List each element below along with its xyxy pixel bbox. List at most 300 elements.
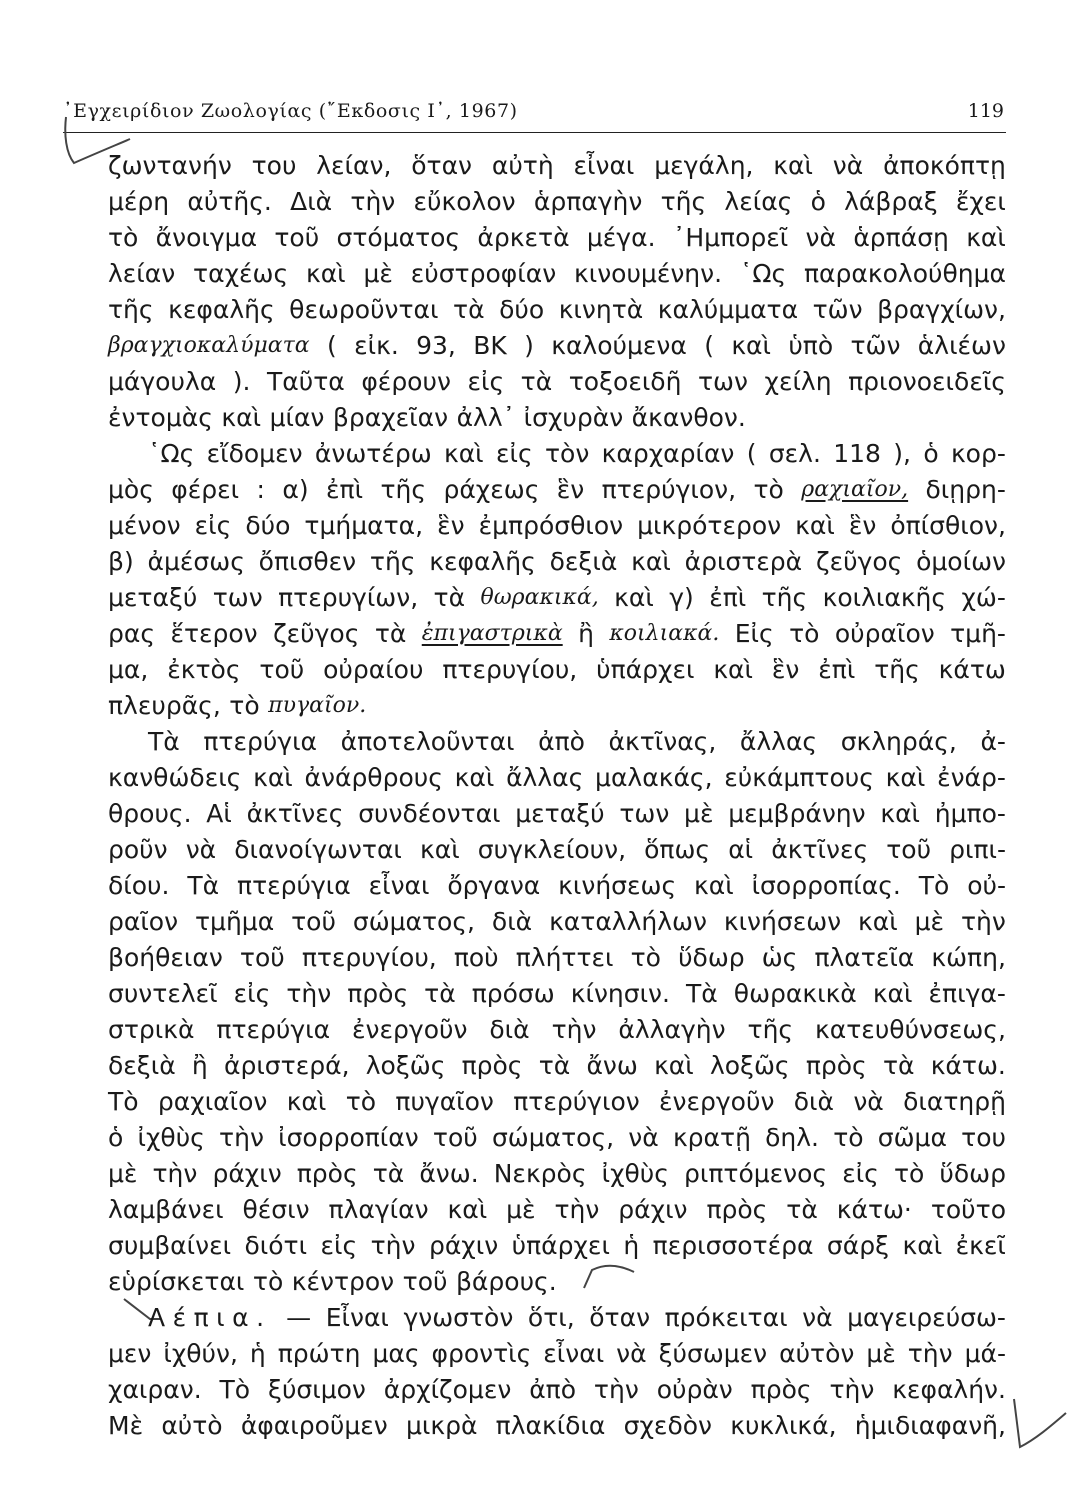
word: τμήματα, [304, 511, 424, 540]
word: μὲ [914, 907, 945, 936]
word: λοξῶς [365, 1051, 446, 1080]
word: ταχέως [193, 259, 289, 288]
word: ἀφαιροῦμεν [240, 1411, 388, 1440]
word: τῆς [108, 295, 154, 324]
word: κορ- [950, 439, 1006, 468]
word: καὶ [795, 511, 835, 540]
word: μεταξύ [515, 799, 605, 828]
word: ραχιαῖον, [801, 477, 909, 502]
word: τὰ [882, 1051, 915, 1080]
word: ἓν [556, 475, 585, 504]
word: βραγχίων, [877, 295, 1006, 324]
word: τὰ [453, 295, 485, 324]
text-line [108, 1336, 1006, 1372]
word: καὶ [221, 403, 262, 432]
word: ξύσιμον [268, 1375, 366, 1404]
word: δεξιὰ [549, 547, 618, 576]
word: λαμβάνει [108, 1195, 224, 1224]
word: ( [746, 439, 757, 468]
word: Μὲ [108, 1411, 144, 1440]
word: εἰκ. [354, 331, 399, 360]
word: τὴν [350, 187, 396, 216]
word: μεμβράνην [728, 799, 866, 828]
word: θωρακικὰ [733, 979, 857, 1008]
word: σώματος, [491, 1123, 615, 1152]
word: πτερύγιον [513, 1087, 640, 1116]
word: μεγάλη, [654, 151, 754, 180]
word: πυγαῖον. [268, 693, 367, 718]
word: εἰς [495, 439, 533, 468]
word: ἀ- [980, 727, 1006, 756]
word: μὲ [866, 1339, 896, 1368]
word: Τὸ [918, 871, 950, 900]
word: ἡμιδιαφανῆ, [854, 1411, 1006, 1440]
word: τὸ [108, 223, 139, 252]
word: τοῦ [886, 835, 932, 864]
word: ὑπάρχει [511, 1231, 610, 1260]
word: χώ- [961, 583, 1006, 612]
word: τὰ [786, 1195, 818, 1224]
word: τοῦ [274, 223, 320, 252]
word: ἀπὸ [529, 1375, 577, 1404]
word: καὶ [880, 799, 921, 828]
word: στρικὰ [108, 1015, 195, 1044]
word: καρχαρίαν [601, 439, 735, 468]
word: καλούμενα [551, 331, 687, 360]
word: κρατῇ [672, 1123, 751, 1152]
word: οὐραῖον [834, 619, 935, 648]
word: καὶ [858, 907, 898, 936]
word: ὅτι, [527, 1303, 575, 1332]
page-number: 119 [967, 100, 1004, 122]
word: ἐνεργοῦν [352, 1015, 468, 1044]
text-line [108, 1372, 1006, 1408]
word: μένον [108, 511, 181, 540]
word: ἀλλ᾿ [456, 403, 516, 432]
word: κίνησιν. [570, 979, 670, 1008]
word: ἐκεῖ [955, 1231, 1006, 1260]
word: κέντρον [291, 1267, 395, 1296]
word: ἓν [437, 511, 465, 540]
word: ἐπιγα- [928, 979, 1006, 1008]
word: νὰ [628, 1123, 659, 1152]
word: ἀριστερά, [224, 1051, 350, 1080]
word: τὰ [538, 1051, 571, 1080]
word: κατευθύνσεως, [815, 1015, 1006, 1044]
text-line [108, 1048, 1006, 1084]
word: ἓν [848, 511, 877, 540]
word: ὅπως [644, 835, 711, 864]
word: οὐραίου [323, 655, 424, 684]
word: νὰ [616, 1339, 647, 1368]
word: καὶ [305, 259, 346, 288]
word: ἀρχίζομεν [383, 1375, 512, 1404]
word: αὐτῆς. [187, 187, 272, 216]
header-rule [63, 132, 1006, 133]
word: των [698, 367, 748, 396]
word: ῾Ως [148, 439, 195, 468]
word: πλευρᾶς, [108, 691, 221, 720]
word: ἀριστερὰ [684, 547, 803, 576]
word: πρὸς [347, 979, 409, 1008]
word: τὸ [789, 619, 820, 648]
word: κάτω· [836, 1195, 912, 1224]
word: ἰσορροπίαν [278, 1123, 419, 1152]
word: καὶ [447, 1195, 488, 1224]
word: ᾿Ημπορεῖ [672, 223, 789, 252]
word: ἰσχυρὰν [523, 403, 624, 432]
word: φέρει [171, 475, 240, 504]
word: πτερύγια [203, 727, 318, 756]
word: ὄπισθεν [258, 547, 357, 576]
word: πλήττει [515, 943, 614, 972]
word: εἶναι [573, 151, 635, 180]
word: λάβραξ [844, 187, 938, 216]
word: ὁ [108, 1123, 124, 1152]
word: τοῦτο [930, 1195, 1006, 1224]
word: φέρουν [361, 367, 451, 396]
text-line [108, 472, 1006, 508]
word: βάρους. [455, 1267, 557, 1296]
word: διατηρῇ [903, 1087, 1006, 1116]
word: κινήσεων [723, 907, 842, 936]
word: συμβαίνει [108, 1231, 232, 1260]
word: σελ. [768, 439, 821, 468]
word: βραγχιοκαλύματα [108, 333, 310, 358]
word: ἠμπο- [934, 799, 1006, 828]
word: των [212, 583, 263, 612]
word: μάγουλα [108, 367, 217, 396]
word: κινουμένην. [574, 259, 723, 288]
word: πτερύγια [237, 871, 351, 900]
word: ἐνάρ- [937, 763, 1006, 792]
word: ἢ [578, 619, 594, 648]
word: α) [282, 475, 309, 504]
word: ἀκτῖνες [246, 799, 344, 828]
word: καὶ [631, 547, 671, 576]
word: δίου. [108, 871, 170, 900]
word: ράχιν [212, 1159, 282, 1188]
word: ἐντομὰς [108, 403, 213, 432]
word: πλαγίαν [328, 1195, 429, 1224]
word: των [619, 799, 670, 828]
word: — [286, 1303, 312, 1332]
word: ἰσορροπίας. [751, 871, 901, 900]
word: εὑρίσκεται [108, 1267, 245, 1296]
word: ἄνω [586, 1051, 638, 1080]
word: τὰ [372, 1159, 405, 1188]
word: τὴν [907, 1339, 953, 1368]
word: ζεῦγος [273, 619, 360, 648]
word: τῆς [747, 1015, 794, 1044]
text-line [108, 1228, 1006, 1264]
word: ἐπὶ [818, 655, 856, 684]
word: εἶναι [543, 1339, 605, 1368]
word: ὁ [810, 187, 826, 216]
word: μὲ [108, 1159, 138, 1188]
word: ἡ [623, 1231, 640, 1260]
text-line [108, 220, 1006, 256]
word: τοῦ [402, 1267, 448, 1296]
word: διὰ [489, 1015, 530, 1044]
word: ὡς [761, 943, 798, 972]
word: ἢ [191, 1051, 208, 1080]
word: καὶ [443, 439, 484, 468]
word: μὲ [363, 259, 393, 288]
word: ἀποκόπτῃ [883, 151, 1006, 180]
word: περισσοτέρα [652, 1231, 814, 1260]
word: Τὰ [187, 871, 220, 900]
word: μέγα. [586, 223, 656, 252]
word: τῆς [380, 475, 427, 504]
word: κινητὰ [558, 295, 644, 324]
word: κοιλιακά. [609, 621, 720, 646]
word: τὰ [374, 619, 407, 648]
text-line [108, 544, 1006, 580]
word: τοξοειδῆ [568, 367, 682, 396]
word: πριονοειδεῖς [848, 367, 1006, 396]
word: τὰ [520, 367, 553, 396]
word: κεφαλήν. [892, 1375, 1006, 1404]
word: ), [893, 439, 911, 468]
word: ὄργανα [447, 871, 541, 900]
word: ἔχει [955, 187, 1006, 216]
word: τὸ [630, 943, 661, 972]
word: νὰ [802, 1303, 833, 1332]
word: μικρὰ [405, 1411, 478, 1440]
text-line [108, 400, 1006, 436]
text-line [108, 580, 1006, 616]
running-header [63, 100, 1006, 132]
word: τῶν [850, 331, 901, 360]
word: σῶμα [877, 1123, 947, 1152]
word: Τὸ [108, 1087, 139, 1116]
word: ἀρκετὰ [477, 223, 570, 252]
text-line [108, 1300, 1006, 1336]
word: ἓν [771, 655, 800, 684]
word: ἀποτελοῦνται [340, 727, 515, 756]
word: πρὸς [461, 1051, 523, 1080]
word: τὴν [829, 1375, 875, 1404]
word: ἐπιγαστρικὰ [421, 621, 563, 646]
word: ἄνω. [419, 1159, 479, 1188]
word: συνδέονται [358, 799, 501, 828]
text-line [108, 364, 1006, 400]
word: ὁμοίων [916, 547, 1006, 576]
word: ἡ [249, 1339, 266, 1368]
word: ὕδωρ [678, 943, 745, 972]
word: λείας [724, 187, 793, 216]
word: ἁλιέων [917, 331, 1006, 360]
word: νὰ [805, 223, 836, 252]
word: τὸ [753, 475, 784, 504]
text-line [108, 1156, 1006, 1192]
word: αὐτὸ [161, 1411, 223, 1440]
word: νὰ [853, 1087, 884, 1116]
word: ἐμπρόσθιον [478, 511, 624, 540]
word: τὴν [961, 907, 1006, 936]
word: ριπι- [949, 835, 1006, 864]
word: λείαν, [316, 151, 392, 180]
word: ἁρπάσῃ [853, 223, 949, 252]
word: τοῦ [259, 655, 305, 684]
word: κανθώδεις [108, 763, 242, 792]
word: ἀλλαγὴν [618, 1015, 726, 1044]
word: κυκλικά, [730, 1411, 837, 1440]
word: μεταξύ [108, 583, 198, 612]
word: ἰχθὺς [137, 1123, 205, 1152]
word: πρὸς [706, 1195, 768, 1224]
text-line [108, 1408, 1006, 1444]
word: ἁρπαγὴν [533, 187, 643, 216]
text-line [108, 832, 1006, 868]
word: Εἶναι [325, 1303, 389, 1332]
word: ραῖον [108, 907, 179, 936]
word: τῆς [874, 655, 920, 684]
text-line [108, 1084, 1006, 1120]
word: 118 [833, 439, 881, 468]
word: τοῦ [432, 1123, 478, 1152]
word: καταλλήλων [549, 907, 707, 936]
word: τμῆμα [195, 907, 275, 936]
word: ὅταν [589, 1303, 651, 1332]
word: Τὰ [148, 727, 180, 756]
word: εἶναι [368, 871, 430, 900]
word: καὶ [614, 583, 654, 612]
word: καὶ [713, 655, 754, 684]
text-line [108, 1264, 1006, 1300]
word: μα, [108, 655, 149, 684]
word: ξύσωμεν [658, 1339, 768, 1368]
word: νὰ [185, 835, 217, 864]
word: γνωστὸν [403, 1303, 514, 1332]
word: εἰς [194, 511, 232, 540]
word: διανοίγωνται [234, 835, 402, 864]
word: Νεκρὸς [493, 1159, 587, 1188]
word: τῆς [369, 547, 416, 576]
word: μὲ [506, 1195, 536, 1224]
text-line [108, 256, 1006, 292]
word: πρώτη [277, 1339, 361, 1368]
word: Αἱ [206, 799, 232, 828]
word: θεωροῦνται [289, 295, 439, 324]
word: Εἰς [734, 619, 774, 648]
text-line [108, 688, 1006, 724]
word: πτερύγια [216, 1015, 331, 1044]
word: πτερύγιον, [601, 475, 737, 504]
text-line [108, 724, 1006, 760]
word: φροντὶς [431, 1339, 532, 1368]
word: διὰ [491, 907, 533, 936]
word: εὐκάμπτους [724, 763, 874, 792]
word: ἀμέσως [147, 547, 245, 576]
word: ποὺ [453, 943, 499, 972]
word: ὁ [923, 439, 939, 468]
word: ) [524, 331, 534, 360]
word: δηλ. [765, 1123, 820, 1152]
word: τῆς [761, 583, 808, 612]
word: βοήθειαν [108, 943, 223, 972]
word: ἄνοιγμα [155, 223, 258, 252]
word: χείλη [764, 367, 832, 396]
word: 93, [416, 331, 456, 360]
text-line [108, 508, 1006, 544]
word: λοξῶς [709, 1051, 790, 1080]
text-line [108, 148, 1006, 184]
word: ἀνάρθρους [304, 763, 443, 792]
word: μεν [108, 1339, 152, 1368]
word: πτερυγίου, [442, 655, 578, 684]
word: β) [108, 547, 134, 576]
word: τῶν [812, 295, 863, 324]
text-line [108, 328, 1006, 364]
text-line [108, 436, 1006, 472]
text-line [108, 868, 1006, 904]
word: ράχεως [443, 475, 540, 504]
word: ἀκτῖνες [771, 835, 869, 864]
word: στόματος [336, 223, 461, 252]
word: τὸ [893, 1159, 925, 1188]
word: διότι [244, 1231, 308, 1260]
word: Λέπια. [148, 1303, 272, 1332]
word: πρόκειται [664, 1303, 788, 1332]
word: μικρότερον [637, 511, 782, 540]
text-line [108, 652, 1006, 688]
word: γ) [669, 583, 694, 612]
word: καὶ [286, 1087, 327, 1116]
word: συγκλείουν, [477, 835, 627, 864]
word: καὶ [773, 151, 813, 180]
word: ἐνεργοῦν [659, 1087, 775, 1116]
word: εἰς [467, 367, 505, 396]
word: πτερυγίων, [278, 583, 419, 612]
word: ἄκανθον. [631, 403, 746, 432]
word: καὶ [902, 1231, 943, 1260]
word: ριπτόμενος [684, 1159, 828, 1188]
word: καὶ [253, 763, 293, 792]
word: τὴν [219, 1123, 264, 1152]
word: τὸ [345, 1087, 377, 1116]
word: τὴν [554, 1195, 600, 1224]
word: ΒΚ [473, 331, 507, 360]
word: εὐστροφίαν [410, 259, 557, 288]
word: τὴν [286, 979, 332, 1008]
word: αὐτὸν [779, 1339, 855, 1368]
word: οὐρὰν [656, 1375, 733, 1404]
word: ἐπὶ [709, 583, 747, 612]
word: καὶ [731, 331, 771, 360]
word: ἕτερον [170, 619, 258, 648]
page-body-text [108, 148, 1006, 1444]
word: λείαν [108, 259, 176, 288]
text-line [108, 1120, 1006, 1156]
word: κοιλιακῆς [822, 583, 947, 612]
word: μαλακάς, [595, 763, 713, 792]
word: του [251, 151, 297, 180]
word: τμῆ- [950, 619, 1006, 648]
word: ράχιν [428, 1231, 499, 1260]
word: μὲ [684, 799, 714, 828]
text-line [108, 1012, 1006, 1048]
word: κεφαλῆς [168, 295, 275, 324]
word: τὴν [152, 1159, 198, 1188]
word: του [961, 1123, 1006, 1152]
word: ( [327, 331, 337, 360]
word: κώπη, [931, 943, 1006, 972]
word: πρὸς [296, 1159, 358, 1188]
word: τὸ [833, 1123, 864, 1152]
word: Ταῦτα [267, 367, 345, 396]
